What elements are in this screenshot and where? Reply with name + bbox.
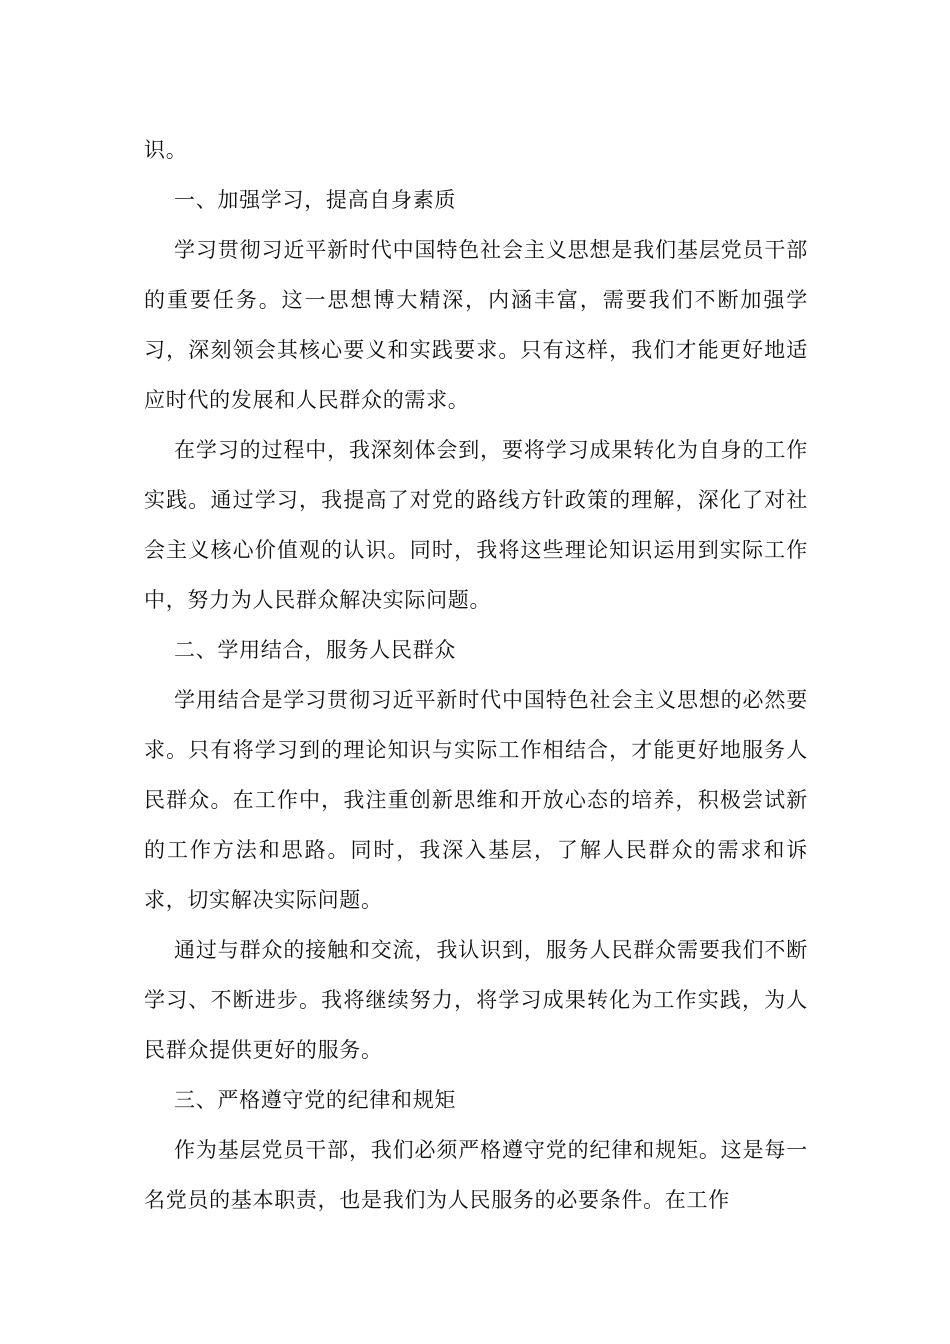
body-paragraph: 学习贯彻习近平新时代中国特色社会主义思想是我们基层党员干部的重要任务。这一思想博大精深，内涵丰富，需要我们不断加强学习，深刻领会其核心要义和实践要求。只有这样，我们才能更好地适应时代的发展和人民群众的需求。 bbox=[144, 238, 808, 412]
section-heading-1: 一、加强学习，提高自身素质 bbox=[174, 188, 457, 212]
body-paragraph: 在学习的过程中，我深刻体会到，要将学习成果转化为自身的工作实践。通过学习，我提高了对党的路线方针政策的理解，深化了对社会主义核心价值观的认识。同时，我将这些理论知识运用到实际工作中，努力为人民群众解决实际问题。 bbox=[144, 438, 808, 612]
section-heading-2: 二、学用结合，服务人民群众 bbox=[174, 638, 457, 662]
body-paragraph: 通过与群众的接触和交流，我认识到，服务人民群众需要我们不断学习、不断进步。我将继续努力，将学习成果转化为工作实践，为人民群众提供更好的服务。 bbox=[144, 938, 808, 1062]
paragraph-continuation: 识。 bbox=[144, 138, 188, 162]
body-paragraph: 学用结合是学习贯彻习近平新时代中国特色社会主义思想的必然要求。只有将学习到的理论知识与实际工作相结合，才能更好地服务人民群众。在工作中，我注重创新思维和开放心态的培养，积极尝试新的工作方法和思路。同时，我深入基层，了解人民群众的需求和诉求，切实解决实际问题。 bbox=[144, 688, 808, 912]
document-body bbox=[144, 125, 808, 1225]
body-paragraph: 作为基层党员干部，我们必须严格遵守党的纪律和规矩。这是每一名党员的基本职责，也是我们为人民服务的必要条件。在工作 bbox=[144, 1138, 808, 1212]
section-heading-3: 三、严格遵守党的纪律和规矩 bbox=[174, 1088, 457, 1112]
